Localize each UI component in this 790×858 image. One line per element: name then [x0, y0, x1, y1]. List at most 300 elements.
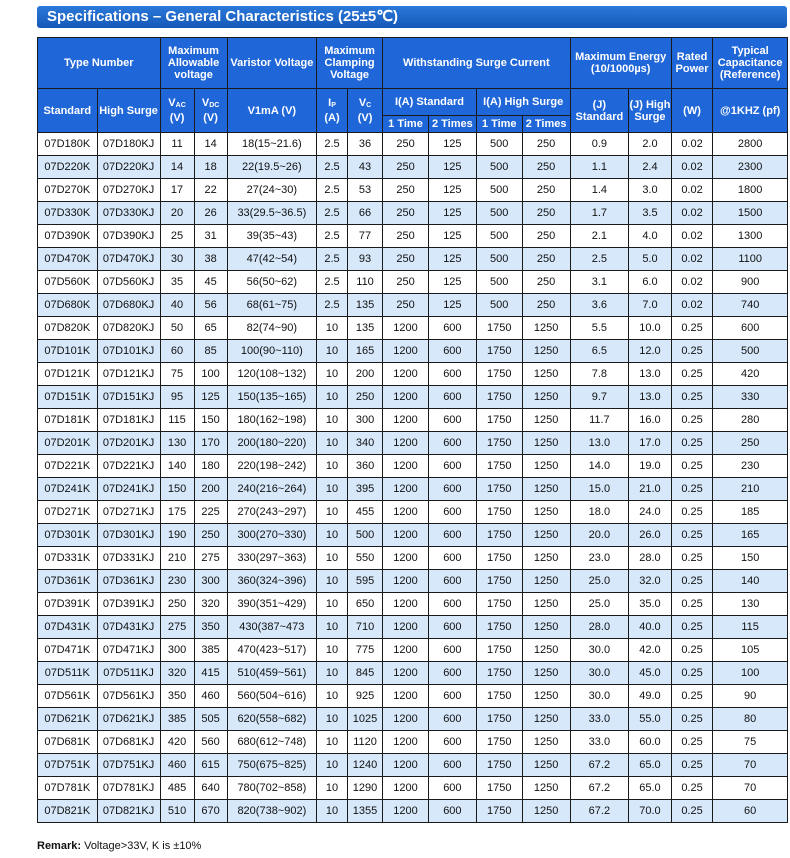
table-cell: 1200	[383, 685, 429, 708]
table-row	[38, 409, 788, 432]
table-row	[38, 708, 788, 731]
table-cell: 30.0	[570, 639, 629, 662]
page-title: Specifications – General Characteristics (25±5℃)	[47, 8, 399, 25]
table-cell: 0.25	[671, 501, 713, 524]
table-cell: 600	[428, 455, 476, 478]
header-std-1-time: 1 Time	[383, 116, 429, 133]
table-cell: 1355	[347, 800, 382, 823]
ip-subscript: P	[331, 102, 336, 109]
table-cell: 2.5	[317, 202, 348, 225]
table-cell: 615	[194, 754, 227, 777]
table-cell: 1200	[383, 340, 429, 363]
table-cell: 500	[476, 271, 522, 294]
table-row	[38, 225, 788, 248]
table-cell: 250	[383, 133, 429, 156]
table-cell: 07D330KJ	[97, 202, 160, 225]
table-cell: 600	[428, 800, 476, 823]
table-cell: 7.8	[570, 363, 629, 386]
table-cell: 600	[428, 708, 476, 731]
table-cell: 07D561K	[38, 685, 98, 708]
table-cell: 120(108~132)	[227, 363, 316, 386]
table-cell: 90	[713, 685, 788, 708]
vc-unit: (V)	[357, 112, 373, 124]
header-j-standard: (J) Standard	[570, 89, 629, 133]
table-cell: 1200	[383, 363, 429, 386]
table-cell: 07D241K	[38, 478, 98, 501]
table-cell: 56	[194, 294, 227, 317]
table-cell: 470(423~517)	[227, 639, 316, 662]
table-cell: 510	[160, 800, 194, 823]
header-withstanding-surge: Withstanding Surge Current	[383, 38, 570, 89]
table-cell: 125	[428, 248, 476, 271]
table-cell: 31	[194, 225, 227, 248]
header-high-surge: High Surge	[97, 89, 160, 133]
table-row	[38, 202, 788, 225]
table-cell: 1200	[383, 731, 429, 754]
table-cell: 180(162~198)	[227, 409, 316, 432]
table-cell: 250	[383, 179, 429, 202]
table-cell: 560	[194, 731, 227, 754]
table-cell: 500	[347, 524, 382, 547]
table-cell: 07D390KJ	[97, 225, 160, 248]
table-cell: 510(459~561)	[227, 662, 316, 685]
table-cell: 600	[428, 616, 476, 639]
table-cell: 35.0	[629, 593, 672, 616]
table-cell: 0.02	[671, 202, 713, 225]
table-cell: 500	[476, 133, 522, 156]
table-cell: 2.5	[570, 248, 629, 271]
table-cell: 0.9	[570, 133, 629, 156]
table-cell: 77	[347, 225, 382, 248]
table-cell: 10	[317, 317, 348, 340]
table-cell: 500	[476, 225, 522, 248]
table-cell: 750(675~825)	[227, 754, 316, 777]
table-cell: 07D220K	[38, 156, 98, 179]
table-cell: 100	[194, 363, 227, 386]
table-cell: 67.2	[570, 800, 629, 823]
table-cell: 27(24~30)	[227, 179, 316, 202]
table-cell: 10	[317, 455, 348, 478]
table-cell: 85	[194, 340, 227, 363]
table-cell: 100(90~110)	[227, 340, 316, 363]
table-row	[38, 363, 788, 386]
table-cell: 820(738~902)	[227, 800, 316, 823]
header-type-number: Type Number	[38, 38, 161, 89]
table-cell: 1250	[522, 639, 570, 662]
table-cell: 1250	[522, 616, 570, 639]
table-cell: 07D680KJ	[97, 294, 160, 317]
table-cell: 140	[160, 455, 194, 478]
table-cell: 250	[522, 294, 570, 317]
table-cell: 1250	[522, 455, 570, 478]
table-cell: 150	[713, 547, 788, 570]
table-cell: 1750	[476, 662, 522, 685]
table-cell: 125	[428, 133, 476, 156]
table-cell: 1750	[476, 501, 522, 524]
table-cell: 17	[160, 179, 194, 202]
table-cell: 07D431K	[38, 616, 98, 639]
table-cell: 12.0	[629, 340, 672, 363]
table-cell: 07D431KJ	[97, 616, 160, 639]
table-row	[38, 800, 788, 823]
table-cell: 600	[428, 547, 476, 570]
table-cell: 320	[160, 662, 194, 685]
table-row	[38, 547, 788, 570]
table-cell: 1750	[476, 455, 522, 478]
table-cell: 200	[194, 478, 227, 501]
table-cell: 10	[317, 639, 348, 662]
vc-symbol: V	[358, 97, 367, 109]
table-cell: 6.0	[629, 271, 672, 294]
table-cell: 3.0	[629, 179, 672, 202]
table-cell: 250	[194, 524, 227, 547]
table-cell: 35	[160, 271, 194, 294]
table-cell: 07D511K	[38, 662, 98, 685]
table-cell: 385	[194, 639, 227, 662]
table-cell: 0.25	[671, 639, 713, 662]
table-cell: 13.0	[629, 363, 672, 386]
table-cell: 1750	[476, 616, 522, 639]
table-cell: 56(50~62)	[227, 271, 316, 294]
table-cell: 3.6	[570, 294, 629, 317]
table-cell: 2.5	[317, 225, 348, 248]
table-cell: 1750	[476, 524, 522, 547]
table-cell: 1250	[522, 432, 570, 455]
table-cell: 600	[428, 363, 476, 386]
header-high-2-times: 2 Times	[522, 116, 570, 133]
header-rated-power: Rated Power	[671, 38, 713, 89]
vdc-unit: (V)	[203, 112, 218, 124]
table-cell: 0.25	[671, 616, 713, 639]
table-cell: 70	[713, 754, 788, 777]
table-cell: 230	[160, 570, 194, 593]
table-cell: 135	[347, 317, 382, 340]
table-cell: 1750	[476, 593, 522, 616]
table-cell: 670	[194, 800, 227, 823]
table-cell: 600	[428, 432, 476, 455]
table-cell: 780(702~858)	[227, 777, 316, 800]
vdc-symbol: V	[201, 97, 210, 109]
table-cell: 1200	[383, 409, 429, 432]
table-cell: 385	[160, 708, 194, 731]
table-cell: 125	[194, 386, 227, 409]
table-cell: 07D201KJ	[97, 432, 160, 455]
table-cell: 10	[317, 363, 348, 386]
table-row	[38, 271, 788, 294]
table-cell: 26	[194, 202, 227, 225]
table-cell: 1200	[383, 639, 429, 662]
table-cell: 1250	[522, 524, 570, 547]
table-header	[38, 38, 788, 133]
table-cell: 500	[476, 202, 522, 225]
table-cell: 1750	[476, 340, 522, 363]
table-cell: 07D681KJ	[97, 731, 160, 754]
table-cell: 25.0	[570, 593, 629, 616]
table-cell: 250	[713, 432, 788, 455]
table-row	[38, 685, 788, 708]
table-cell: 07D241KJ	[97, 478, 160, 501]
table-cell: 250	[383, 294, 429, 317]
table-cell: 0.25	[671, 685, 713, 708]
table-cell: 150	[160, 478, 194, 501]
table-cell: 07D470K	[38, 248, 98, 271]
remark-label: Remark:	[37, 840, 82, 852]
table-row	[38, 754, 788, 777]
table-cell: 24.0	[629, 501, 672, 524]
table-cell: 10	[317, 524, 348, 547]
table-cell: 225	[194, 501, 227, 524]
table-cell: 500	[713, 340, 788, 363]
table-cell: 07D221K	[38, 455, 98, 478]
table-cell: 14.0	[570, 455, 629, 478]
table-cell: 1250	[522, 593, 570, 616]
table-cell: 07D181K	[38, 409, 98, 432]
table-cell: 07D561KJ	[97, 685, 160, 708]
table-cell: 0.25	[671, 478, 713, 501]
table-cell: 250	[522, 271, 570, 294]
table-cell: 250	[383, 225, 429, 248]
table-cell: 10	[317, 340, 348, 363]
table-cell: 42.0	[629, 639, 672, 662]
table-cell: 65.0	[629, 777, 672, 800]
table-cell: 1200	[383, 524, 429, 547]
vac-symbol: V	[168, 97, 176, 109]
table-cell: 60	[160, 340, 194, 363]
table-cell: 0.25	[671, 363, 713, 386]
table-cell: 220(198~242)	[227, 455, 316, 478]
table-cell: 07D331K	[38, 547, 98, 570]
table-cell: 1250	[522, 570, 570, 593]
table-cell: 0.02	[671, 179, 713, 202]
table-cell: 07D821KJ	[97, 800, 160, 823]
table-cell: 07D301K	[38, 524, 98, 547]
table-cell: 10	[317, 616, 348, 639]
table-cell: 600	[428, 409, 476, 432]
table-cell: 5.0	[629, 248, 672, 271]
table-cell: 07D560KJ	[97, 271, 160, 294]
header-ia-high-surge: I(A) High Surge	[476, 89, 570, 116]
table-cell: 505	[194, 708, 227, 731]
table-row	[38, 248, 788, 271]
table-cell: 925	[347, 685, 382, 708]
table-row	[38, 455, 788, 478]
table-cell: 1750	[476, 777, 522, 800]
table-cell: 19.0	[629, 455, 672, 478]
table-cell: 1250	[522, 478, 570, 501]
table-cell: 17.0	[629, 432, 672, 455]
table-row	[38, 317, 788, 340]
table-cell: 3.1	[570, 271, 629, 294]
table-cell: 11	[160, 133, 194, 156]
table-cell: 600	[428, 685, 476, 708]
table-cell: 33.0	[570, 731, 629, 754]
table-cell: 420	[160, 731, 194, 754]
table-cell: 07D301KJ	[97, 524, 160, 547]
table-cell: 250	[347, 386, 382, 409]
table-body	[38, 133, 788, 823]
table-row	[38, 662, 788, 685]
table-cell: 2.4	[629, 156, 672, 179]
table-cell: 07D180KJ	[97, 133, 160, 156]
table-cell: 13.0	[570, 432, 629, 455]
table-cell: 0.02	[671, 156, 713, 179]
table-cell: 485	[160, 777, 194, 800]
table-cell: 125	[428, 225, 476, 248]
table-cell: 07D391KJ	[97, 593, 160, 616]
table-cell: 275	[194, 547, 227, 570]
table-cell: 1750	[476, 432, 522, 455]
table-cell: 2.5	[317, 179, 348, 202]
table-cell: 1750	[476, 386, 522, 409]
table-row	[38, 179, 788, 202]
table-cell: 250	[383, 248, 429, 271]
table-cell: 1200	[383, 455, 429, 478]
table-cell: 250	[160, 593, 194, 616]
table-cell: 300(270~330)	[227, 524, 316, 547]
table-cell: 07D361KJ	[97, 570, 160, 593]
table-cell: 600	[713, 317, 788, 340]
table-cell: 1250	[522, 685, 570, 708]
table-cell: 23.0	[570, 547, 629, 570]
table-cell: 30.0	[570, 685, 629, 708]
table-cell: 1500	[713, 202, 788, 225]
table-cell: 600	[428, 662, 476, 685]
table-cell: 10	[317, 777, 348, 800]
table-cell: 455	[347, 501, 382, 524]
table-cell: 1250	[522, 386, 570, 409]
table-cell: 0.25	[671, 731, 713, 754]
table-cell: 60.0	[629, 731, 672, 754]
table-cell: 560(504~616)	[227, 685, 316, 708]
table-cell: 165	[347, 340, 382, 363]
table-cell: 1750	[476, 685, 522, 708]
table-cell: 30	[160, 248, 194, 271]
table-cell: 180	[194, 455, 227, 478]
header-max-clamping-voltage: Maximum Clamping Voltage	[317, 38, 383, 89]
table-cell: 1200	[383, 501, 429, 524]
table-cell: 07D470KJ	[97, 248, 160, 271]
table-cell: 300	[160, 639, 194, 662]
table-cell: 250	[522, 179, 570, 202]
table-cell: 07D471K	[38, 639, 98, 662]
table-cell: 250	[522, 225, 570, 248]
table-cell: 1750	[476, 409, 522, 432]
table-cell: 45.0	[629, 662, 672, 685]
remark	[37, 840, 201, 852]
table-cell: 07D271K	[38, 501, 98, 524]
table-cell: 1200	[383, 593, 429, 616]
table-cell: 07D180K	[38, 133, 98, 156]
table-cell: 43	[347, 156, 382, 179]
table-cell: 3.5	[629, 202, 672, 225]
table-cell: 300	[347, 409, 382, 432]
table-cell: 115	[713, 616, 788, 639]
table-cell: 67.2	[570, 754, 629, 777]
table-cell: 360	[347, 455, 382, 478]
table-cell: 600	[428, 593, 476, 616]
table-cell: 07D101KJ	[97, 340, 160, 363]
table-cell: 1250	[522, 547, 570, 570]
table-row	[38, 432, 788, 455]
table-cell: 0.25	[671, 547, 713, 570]
table-cell: 0.25	[671, 317, 713, 340]
table-cell: 1100	[713, 248, 788, 271]
table-cell: 25.0	[570, 570, 629, 593]
vac-subscript: AC	[175, 102, 186, 109]
table-row	[38, 133, 788, 156]
table-cell: 0.25	[671, 432, 713, 455]
table-cell: 680(612~748)	[227, 731, 316, 754]
table-cell: 360(324~396)	[227, 570, 316, 593]
table-cell: 150(135~165)	[227, 386, 316, 409]
table-cell: 775	[347, 639, 382, 662]
table-cell: 845	[347, 662, 382, 685]
table-cell: 500	[476, 179, 522, 202]
table-cell: 07D181KJ	[97, 409, 160, 432]
table-cell: 0.25	[671, 409, 713, 432]
table-cell: 0.25	[671, 662, 713, 685]
table-cell: 1250	[522, 340, 570, 363]
table-cell: 0.25	[671, 386, 713, 409]
table-cell: 125	[428, 179, 476, 202]
table-cell: 115	[160, 409, 194, 432]
table-cell: 07D330K	[38, 202, 98, 225]
table-cell: 10	[317, 547, 348, 570]
table-cell: 75	[713, 731, 788, 754]
table-cell: 1250	[522, 754, 570, 777]
vdc-subscript: DC	[209, 102, 220, 109]
table-cell: 210	[713, 478, 788, 501]
table-cell: 07D471KJ	[97, 639, 160, 662]
table-cell: 250	[383, 156, 429, 179]
table-cell: 1200	[383, 547, 429, 570]
table-cell: 140	[713, 570, 788, 593]
table-cell: 07D201K	[38, 432, 98, 455]
table-cell: 275	[160, 616, 194, 639]
table-cell: 1750	[476, 317, 522, 340]
header-at-1khz: @1KHZ (pf)	[713, 89, 788, 133]
table-cell: 33.0	[570, 708, 629, 731]
table-cell: 1800	[713, 179, 788, 202]
table-cell: 07D151KJ	[97, 386, 160, 409]
table-cell: 1750	[476, 754, 522, 777]
table-cell: 15.0	[570, 478, 629, 501]
table-cell: 1.1	[570, 156, 629, 179]
title-bar	[37, 6, 787, 28]
table-cell: 10	[317, 593, 348, 616]
table-cell: 50	[160, 317, 194, 340]
table-cell: 1200	[383, 708, 429, 731]
table-cell: 0.25	[671, 800, 713, 823]
table-cell: 10	[317, 662, 348, 685]
table-cell: 26.0	[629, 524, 672, 547]
table-cell: 1240	[347, 754, 382, 777]
table-cell: 95	[160, 386, 194, 409]
table-cell: 600	[428, 340, 476, 363]
table-cell: 6.5	[570, 340, 629, 363]
table-cell: 1200	[383, 478, 429, 501]
table-cell: 0.02	[671, 271, 713, 294]
table-cell: 125	[428, 271, 476, 294]
table-cell: 65.0	[629, 754, 672, 777]
table-cell: 1750	[476, 363, 522, 386]
table-cell: 20.0	[570, 524, 629, 547]
table-cell: 07D820K	[38, 317, 98, 340]
table-cell: 10	[317, 570, 348, 593]
table-cell: 2.5	[317, 271, 348, 294]
table-cell: 10	[317, 754, 348, 777]
table-cell: 2.5	[317, 156, 348, 179]
